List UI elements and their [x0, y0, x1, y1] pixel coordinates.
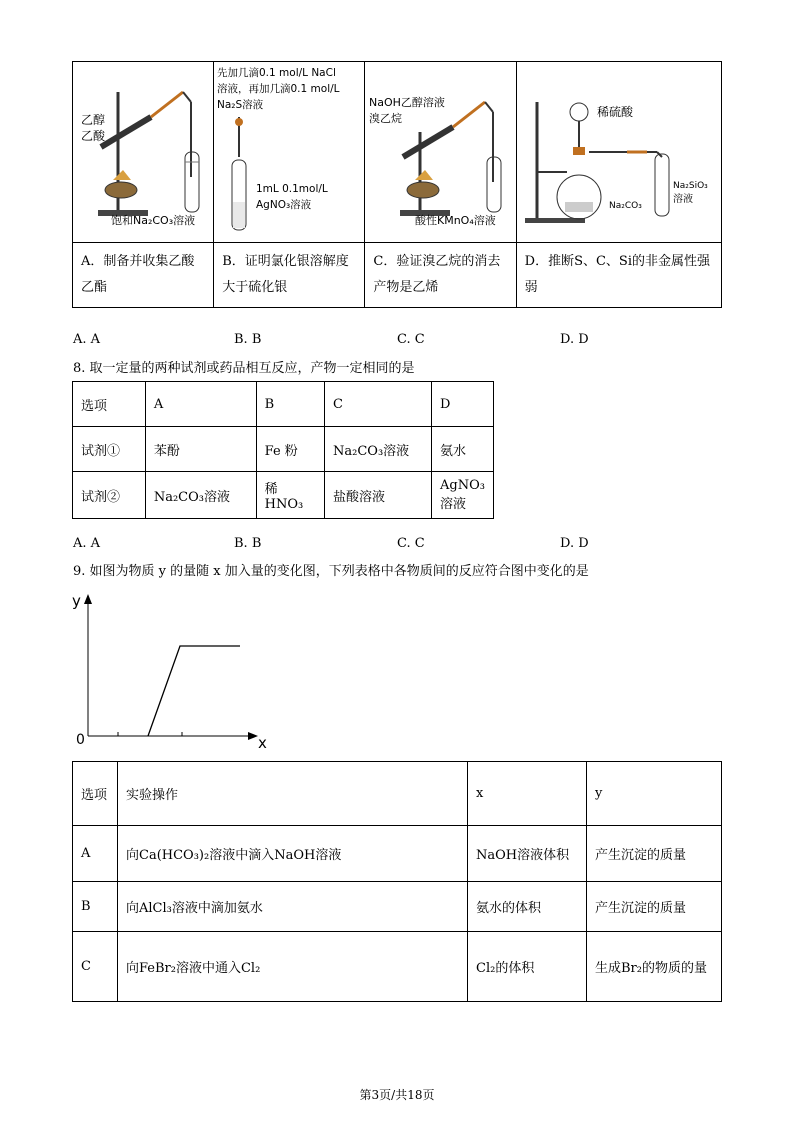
- q8-option-a[interactable]: A. A: [73, 536, 101, 551]
- q9-r1c2: 氨水的体积: [468, 882, 587, 932]
- apparatus-c-figure: [365, 62, 515, 238]
- caption-a: A．制备并收集乙酸乙酯: [73, 243, 214, 308]
- table-row: [73, 382, 494, 427]
- caption-c: C．验证溴乙烷的消去产物是乙烯: [365, 243, 516, 308]
- q7-option-b[interactable]: B. B: [234, 332, 262, 347]
- apparatus-d-cell: [516, 62, 721, 243]
- q8-h0: 选项: [73, 382, 146, 427]
- q9-r0c2: NaOH溶液体积: [468, 826, 587, 882]
- q9-r2c0: C: [73, 932, 118, 1002]
- q7-option-a[interactable]: A. A: [73, 332, 101, 347]
- q9-r1c0: B: [73, 882, 118, 932]
- q9-r2c2: Cl₂的体积: [468, 932, 587, 1002]
- label-c-bottom: 酸性KMnO₄溶液: [415, 214, 497, 227]
- q9-r1c1: 向AlCl₃溶液中滴加氨水: [118, 882, 468, 932]
- label-a-bottom: 饱和Na₂CO₃溶液: [111, 214, 196, 227]
- q9-table: [72, 761, 722, 1002]
- label-d-acid: 稀硫酸: [596, 105, 633, 119]
- label-a-top2: 乙酸: [81, 129, 106, 143]
- q9-r1c3: 产生沉淀的质量: [587, 882, 722, 932]
- label-d-solid: Na₂CO₃: [608, 201, 642, 211]
- table-row: [73, 762, 722, 826]
- q8-r1c4: 氨水: [432, 427, 494, 472]
- apparatus-table: [72, 61, 722, 308]
- q9-h1: 实验操作: [118, 762, 468, 826]
- q8-r1c1: 苯酚: [145, 427, 256, 472]
- q9-stem: 9. 如图为物质 y 的量随 x 加入量的变化图，下列表格中各物质间的反应符合图中变化的是: [73, 564, 589, 579]
- q8-h1: A: [145, 382, 256, 427]
- q9-r0c0: A: [73, 826, 118, 882]
- q8-r1c2: Fe 粉: [256, 427, 324, 472]
- q9-origin: 0: [76, 732, 85, 748]
- apparatus-b-cell: [214, 62, 365, 243]
- apparatus-a-figure: [73, 62, 213, 238]
- q8-option-c[interactable]: C. C: [397, 536, 425, 551]
- q8-table: [72, 381, 494, 519]
- table-row: [73, 472, 494, 519]
- q9-r2c3: 生成Br₂的物质的量: [587, 932, 722, 1002]
- q8-r1c0: 试剂①: [73, 427, 146, 472]
- table-row: [73, 826, 722, 882]
- q9-y-label: y: [72, 592, 81, 610]
- label-d-tube2: 溶液: [672, 194, 693, 205]
- apparatus-c-cell: [365, 62, 516, 243]
- q9-x-label: x: [258, 734, 267, 752]
- label-a-top1: 乙醇: [81, 113, 106, 127]
- q9-r2c1: 向FeBr₂溶液中通入Cl₂: [118, 932, 468, 1002]
- page-footer: 第3页/共18页: [359, 1088, 435, 1102]
- q8-h2: B: [256, 382, 324, 427]
- q8-r2c1: Na₂CO₃溶液: [145, 472, 256, 519]
- q8-r2c2: 稀HNO₃: [256, 472, 324, 519]
- q9-h2: x: [468, 762, 587, 826]
- q9-graph: [70, 588, 280, 753]
- label-b-top1: 先加几滴0.1 mol/L NaCl: [217, 67, 337, 79]
- q8-r2c3: 盐酸溶液: [325, 472, 432, 519]
- caption-d: D．推断S、C、Si的非金属性强弱: [516, 243, 721, 308]
- caption-b: B．证明氯化银溶解度大于硫化银: [214, 243, 365, 308]
- q8-h3: C: [325, 382, 432, 427]
- q9-curve: [148, 646, 240, 736]
- q7-option-d[interactable]: D. D: [560, 332, 589, 347]
- table-row: [73, 932, 722, 1002]
- label-b-mid2: AgNO₃溶液: [256, 199, 312, 211]
- q7-option-c[interactable]: C. C: [397, 332, 425, 347]
- label-b-top2: 溶液，再加几滴0.1 mol/L: [217, 83, 340, 95]
- apparatus-b-figure: [214, 62, 364, 238]
- q8-h4: D: [432, 382, 494, 427]
- q8-r1c3: Na₂CO₃溶液: [325, 427, 432, 472]
- q8-option-b[interactable]: B. B: [234, 536, 262, 551]
- apparatus-d-figure: [517, 62, 721, 238]
- label-b-mid1: 1mL 0.1mol/L: [256, 183, 328, 195]
- table-row: [73, 882, 722, 932]
- q9-r0c3: 产生沉淀的质量: [587, 826, 722, 882]
- table-row: [73, 427, 494, 472]
- label-b-top3: Na₂S溶液: [217, 99, 264, 111]
- q9-h0: 选项: [73, 762, 118, 826]
- label-d-tube1: Na₂SiO₃: [672, 181, 708, 191]
- q9-h3: y: [587, 762, 722, 826]
- q8-r2c0: 试剂②: [73, 472, 146, 519]
- q8-stem: 8. 取一定量的两种试剂或药品相互反应，产物一定相同的是: [73, 361, 415, 376]
- label-c-top2: 溴乙烷: [369, 112, 403, 125]
- apparatus-a-cell: [73, 62, 214, 243]
- q8-r2c4: AgNO₃溶液: [432, 472, 494, 519]
- q9-r0c1: 向Ca(HCO₃)₂溶液中滴入NaOH溶液: [118, 826, 468, 882]
- label-c-top1: NaOH乙醇溶液: [369, 96, 446, 109]
- q8-option-d[interactable]: D. D: [560, 536, 589, 551]
